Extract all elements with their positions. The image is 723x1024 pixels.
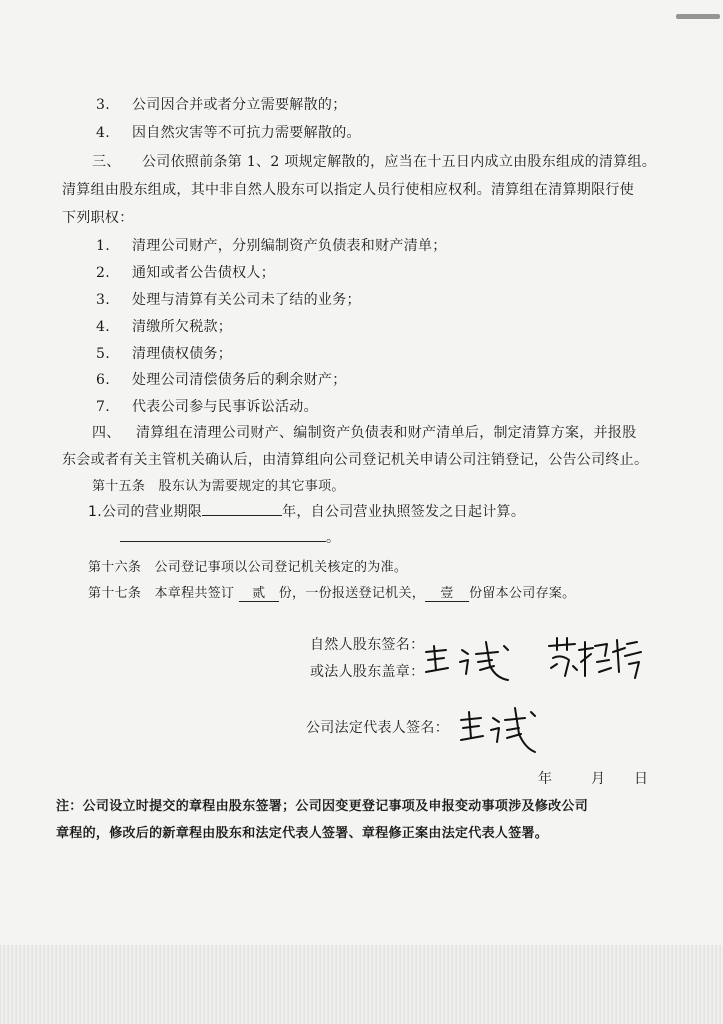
item-number: 3. <box>96 292 110 308</box>
term-label: 1.公司的营业期限 <box>88 504 203 520</box>
item-text: 通知或者公告债权人； <box>132 265 275 281</box>
item-text: 清理公司财产，分别编制资产负债表和财产清单； <box>132 238 447 254</box>
list-item <box>96 289 361 309</box>
item-number: 6. <box>96 372 110 388</box>
article-17-text-b: 份，一份报送登记机关， <box>278 586 426 601</box>
article-15-blank-line <box>120 527 340 547</box>
blank-line-end: 。 <box>326 530 341 546</box>
paragraph-text: 公司依照前条第 1、2 项规定解散的，应当在十五日内成立由股东组成的清算组。 <box>142 154 657 170</box>
list-item <box>96 122 361 142</box>
legal-shareholder-label: 或法人股东盖章： <box>310 664 425 680</box>
item-text: 因自然灾害等不可抗力需要解散的。 <box>132 125 361 141</box>
item-number: 7. <box>96 399 110 415</box>
item-text: 公司因合并或者分立需要解散的； <box>132 97 347 113</box>
paragraph-number: 四、 <box>92 425 121 441</box>
article-15-term <box>88 501 525 521</box>
paragraph-three-line1 <box>92 151 656 171</box>
item-text: 处理与清算有关公司未了结的业务； <box>132 292 361 308</box>
legal-rep-label: 公司法定代表人签名： <box>306 720 449 736</box>
item-number: 2. <box>96 265 110 281</box>
item-number: 4. <box>96 319 110 335</box>
item-text: 代表公司参与民事诉讼活动。 <box>132 399 318 415</box>
scan-mark <box>676 14 720 19</box>
item-number: 1. <box>96 238 110 254</box>
paragraph-three-line3: 下列职权： <box>62 210 134 226</box>
date-day: 日 <box>634 771 649 787</box>
article-15: 第十五条 股东认为需要规定的其它事项。 <box>92 479 345 494</box>
legal-rep-signature <box>455 702 541 756</box>
paragraph-four-line1 <box>92 422 637 442</box>
paragraph-three-line2: 清算组由股东组成，其中非自然人股东可以指定人员行使相应权利。清算组在清算期限行使 <box>62 182 634 198</box>
scan-noise <box>0 945 723 1024</box>
item-text: 处理公司清偿债务后的剩余财产； <box>132 372 347 388</box>
copies-signed: 贰 <box>239 582 279 602</box>
article-17 <box>88 582 575 602</box>
paragraph-four-line2: 东会或者有关主管机关确认后，由清算组向公司登记机关申请公司注销登记，公告公司终止。 <box>62 452 649 468</box>
item-number: 4. <box>96 125 110 141</box>
shareholder-signature-2 <box>545 632 645 682</box>
copies-kept: 壹 <box>425 582 469 602</box>
article-16: 第十六条 公司登记事项以公司登记机关核定的为准。 <box>88 560 408 575</box>
item-text: 清理债权债务； <box>132 346 233 362</box>
natural-shareholder-label: 自然人股东签名： <box>310 637 425 653</box>
paragraph-number: 三、 <box>92 154 121 170</box>
list-item <box>96 94 347 114</box>
list-item <box>96 262 275 282</box>
list-item <box>96 343 232 363</box>
list-item <box>96 396 318 416</box>
date-month: 月 <box>591 771 606 787</box>
paragraph-text: 清算组在清理公司财产、编制资产负债表和财产清单后，制定清算方案，并报股 <box>136 425 637 441</box>
list-item <box>96 316 232 336</box>
item-number: 5. <box>96 346 110 362</box>
article-17-text-c: 份留本公司存案。 <box>469 586 576 601</box>
item-text: 清缴所欠税款； <box>132 319 233 335</box>
term-suffix: 年，自公司营业执照签发之日起计算。 <box>282 504 526 520</box>
note-line1: 注：公司设立时提交的章程由股东签署；公司因变更登记事项及申报变动事项涉及修改公司 <box>56 799 589 814</box>
list-item <box>96 235 447 255</box>
item-number: 3. <box>96 97 110 113</box>
date-year: 年 <box>538 771 553 787</box>
note-line2: 章程的，修改后的新章程由股东和法定代表人签署、章程修正案由法定代表人签署。 <box>56 826 549 841</box>
shareholder-signature-1 <box>420 636 530 684</box>
article-17-text-a: 第十七条 本章程共签订 <box>88 586 235 601</box>
blank-line <box>120 527 326 542</box>
list-item <box>96 369 347 389</box>
term-blank <box>202 501 282 516</box>
